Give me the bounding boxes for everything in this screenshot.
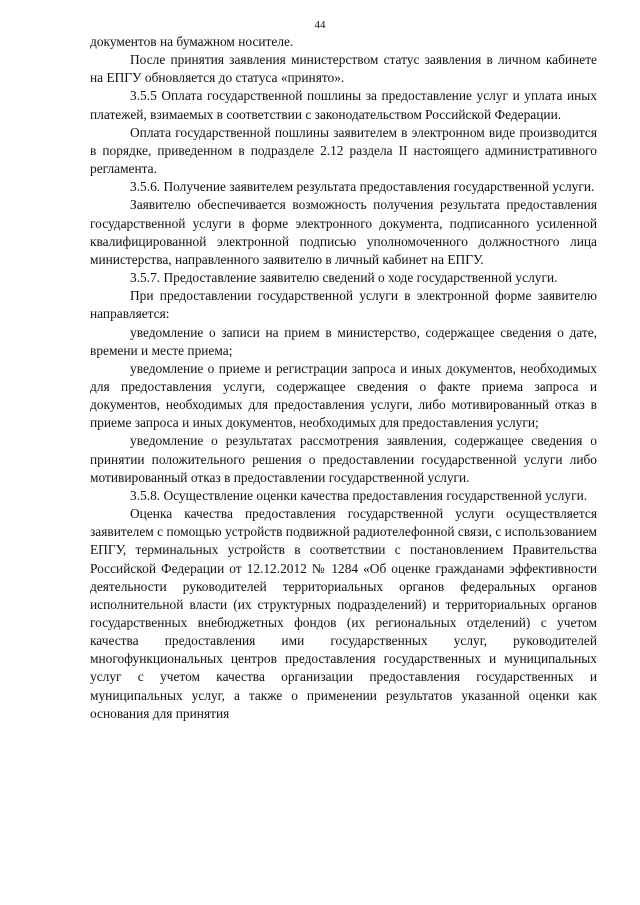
paragraph-result-receipt: Заявителю обеспечивается возможность получения результата предоставления государственной услуги в форме электронного документа, подписанного усиленной квалифицированной электронной подписью уполномоченного должностного лица министерства, направленного заявителю в личный кабинет на ЕПГУ. (90, 197, 597, 267)
paragraph-notification-appointment: уведомление о записи на прием в министерство, содержащее сведения о дате, времени и месте приема; (90, 324, 597, 358)
document-body (90, 33, 597, 723)
page-number: 44 (314, 19, 326, 31)
paragraph-section-3-5-8: 3.5.8. Осуществление оценки качества предоставления государственной услуги. (130, 487, 588, 503)
paragraph-section-3-5-7: 3.5.7. Предоставление заявителю сведений о ходе государственной услуги. (130, 270, 558, 286)
paragraph-section-3-5-6: 3.5.6. Получение заявителем результата предоставления государственной услуги. (130, 179, 595, 195)
paragraph-continuation: документов на бумажном носителе. (90, 34, 294, 49)
paragraph-notification-registration: уведомление о приеме и регистрации запроса и иных документов, необходимых для предоставления услуги, содержащее сведения о факте приема запроса и документов, необходимых для предоставления услуги, либо мотивированный отказ в приеме запроса и иных документов, необходимых для предоставления услуги; (90, 360, 597, 431)
paragraph-notifications-intro: При предоставлении государственной услуги в электронной форме заявителю направляется: (90, 288, 597, 322)
paragraph-status-update: После принятия заявления министерством статус заявления в личном кабинете на ЕПГУ обновляется до статуса «принято». (90, 52, 597, 86)
paragraph-duty-payment: Оплата государственной пошлины заявителем в электронном виде производится в порядке, приведенном в подразделе 2.12 раздела II настоящего административного регламента. (90, 124, 597, 177)
paragraph-section-3-5-5: 3.5.5 Оплата государственной пошлины за предоставление услуг и уплата иных платежей, взимаемых в соответствии с законодательством Российской Федерации. (90, 88, 597, 122)
paragraph-notification-results: уведомление о результатах рассмотрения заявления, содержащее сведения о принятии положительного решения о предоставлении государственной услуги либо мотивированный отказ в предоставлении государственной услуги. (90, 433, 597, 485)
paragraph-quality-assessment: Оценка качества предоставления государственной услуги осуществляется заявителем с помощью устройств подвижной радиотелефонной связи, с использованием ЕПГУ, терминальных устройств в соответствии с постановлением Правительства Российской Федерации от 12.12.2012 № 1284 «Об оценке гражданами эффективности деятельности руководителей территориальных органов федеральных органов исполнительной власти (их структурных подразделений) и территориальных органов государственных внебюджетных фондов (их региональных отделений) с учетом качества предоставления ими государственных услуг, руководителей многофункциональных центров предоставления государственных и муниципальных услуг с учетом качества организации предоставления государственных и муниципальных услуг, а также о применении результатов указанной оценки как основания для принятия (90, 506, 597, 721)
